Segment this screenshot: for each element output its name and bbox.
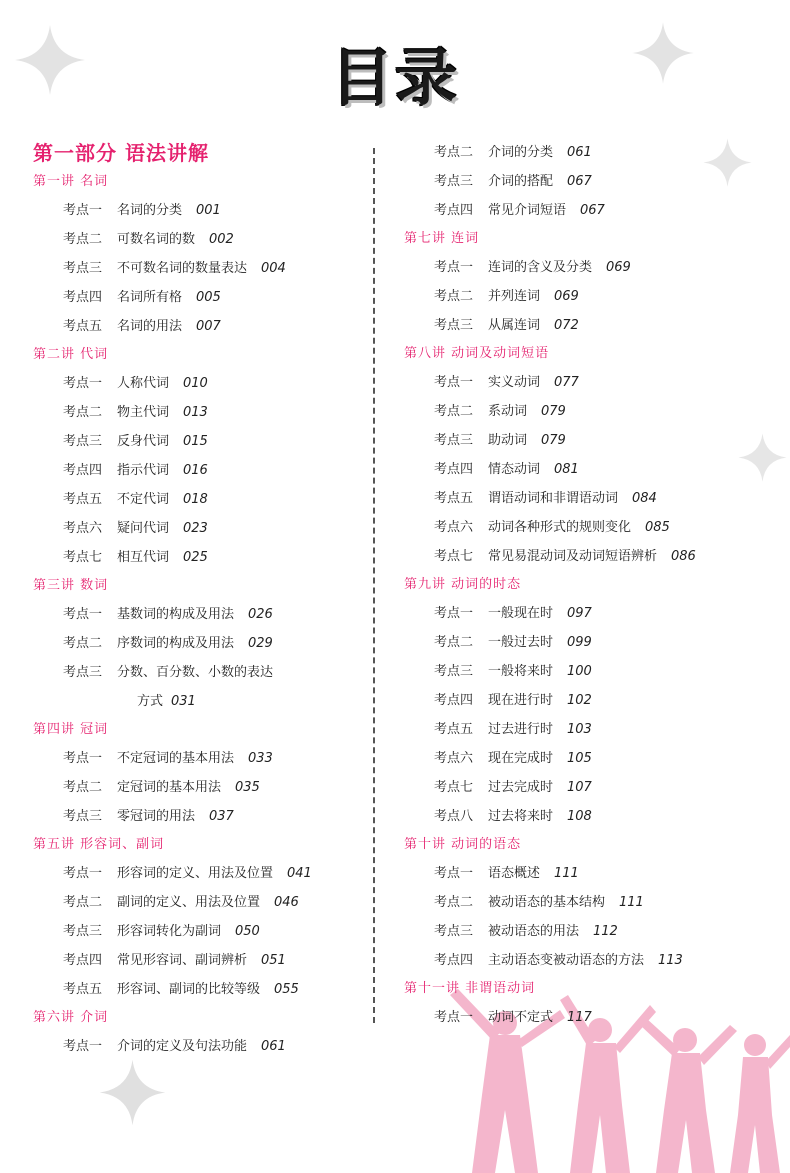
toc-entry-title: 指示代词 [117, 463, 170, 478]
toc-entry-title: 过去将来时 [488, 809, 554, 824]
toc-entry[interactable] [404, 282, 774, 311]
toc-entry-label: 考点三 [434, 433, 474, 448]
toc-entry[interactable] [404, 484, 774, 513]
toc-entry[interactable] [33, 196, 368, 225]
toc-entry-page-number: 029 [248, 636, 273, 651]
toc-entry-label: 考点七 [434, 780, 474, 795]
toc-entry-label: 考点二 [63, 636, 103, 651]
toc-entry[interactable] [404, 599, 774, 628]
toc-entry[interactable] [404, 455, 774, 484]
toc-entry-page-number: 097 [567, 606, 592, 621]
toc-entry[interactable] [404, 888, 774, 917]
toc-entry[interactable] [33, 1032, 368, 1061]
toc-entry-label: 考点二 [63, 780, 103, 795]
toc-entry[interactable] [404, 773, 774, 802]
toc-entry-page-number: 002 [209, 232, 234, 247]
toc-entry-page-number: 072 [554, 318, 579, 333]
toc-entry-label: 考点二 [434, 404, 474, 419]
toc-entry-label: 考点二 [434, 635, 474, 650]
toc-entry-page-number: 037 [209, 809, 234, 824]
toc-entry-title: 介词的定义及句法功能 [117, 1039, 248, 1054]
toc-entry[interactable] [33, 485, 368, 514]
toc-entry[interactable] [33, 514, 368, 543]
toc-entry-title: 过去完成时 [488, 780, 554, 795]
lecture-heading: 第七讲 连词 [404, 231, 480, 246]
column-divider [373, 148, 375, 1023]
toc-entry-page-number: 112 [593, 924, 618, 939]
sparkle-decoration-bottom-left [95, 1055, 170, 1130]
toc-entry-label: 考点五 [63, 319, 103, 334]
toc-entry[interactable] [33, 744, 368, 773]
toc-entry-label: 考点三 [63, 924, 103, 939]
toc-entry[interactable] [404, 859, 774, 888]
toc-entry-title: 并列连词 [488, 289, 541, 304]
toc-entry-label: 考点六 [63, 521, 103, 536]
page-title: 目录 [330, 41, 459, 114]
toc-entry-page-number: 041 [287, 866, 312, 881]
toc-entry-page-number: 079 [541, 404, 566, 419]
toc-left-column [33, 138, 368, 1061]
toc-entry-page-number: 107 [567, 780, 592, 795]
toc-entry[interactable] [33, 398, 368, 427]
toc-entry[interactable] [33, 427, 368, 456]
toc-entry-title: 语态概述 [488, 866, 541, 881]
toc-entry-page-number: 013 [183, 405, 208, 420]
toc-entry-title: 定冠词的基本用法 [117, 780, 222, 795]
toc-entry-title: 被动语态的基本结构 [488, 895, 606, 910]
toc-entry-page-number: 046 [274, 895, 299, 910]
toc-entry-page-number: 061 [567, 145, 592, 160]
toc-entry[interactable] [33, 629, 368, 658]
toc-entry-label: 考点三 [63, 809, 103, 824]
lecture-heading: 第九讲 动词的时态 [404, 577, 522, 592]
toc-entry-title: 介词的分类 [488, 145, 554, 160]
toc-entry-label: 考点三 [434, 318, 474, 333]
toc-entry-page-number: 007 [196, 319, 221, 334]
toc-entry[interactable] [404, 397, 774, 426]
toc-entry-page-number: 050 [235, 924, 260, 939]
toc-entry-page-number: 103 [567, 722, 592, 737]
toc-entry-title: 常见易混动词及动词短语辨析 [488, 549, 658, 564]
toc-entry[interactable] [33, 975, 368, 1004]
toc-entry-page-number: 033 [248, 751, 273, 766]
toc-entry-title: 不定代词 [117, 492, 170, 507]
toc-entry-title: 形容词转化为副词 [117, 924, 222, 939]
toc-entry-label: 考点七 [434, 549, 474, 564]
toc-entry-page-number: 113 [658, 953, 683, 968]
toc-entry[interactable] [404, 311, 774, 340]
toc-entry[interactable] [33, 225, 368, 254]
toc-entry-label: 考点二 [434, 289, 474, 304]
lecture-heading: 第二讲 代词 [33, 347, 109, 362]
toc-entry-label: 考点一 [434, 866, 474, 881]
toc-entry-label: 考点一 [434, 260, 474, 275]
toc-entry-title: 形容词、副词的比较等级 [117, 982, 261, 997]
toc-entry-page-number: 005 [196, 290, 221, 305]
toc-entry[interactable] [33, 946, 368, 975]
toc-entry[interactable] [404, 167, 774, 196]
toc-right-column [404, 138, 774, 1032]
toc-entry-title: 实义动词 [488, 375, 541, 390]
toc-entry-label: 考点一 [63, 1039, 103, 1054]
toc-entry-label: 考点一 [63, 607, 103, 622]
toc-entry-page-number: 067 [580, 203, 605, 218]
toc-entry-label: 考点三 [63, 665, 103, 680]
toc-entry-page-number: 026 [248, 607, 273, 622]
toc-entry-title: 形容词的定义、用法及位置 [117, 866, 274, 881]
toc-entry-title: 系动词 [488, 404, 528, 419]
toc-entry-page-number: 099 [567, 635, 592, 650]
toc-entry[interactable] [404, 802, 774, 831]
toc-entry-title: 从属连词 [488, 318, 541, 333]
toc-entry[interactable] [33, 859, 368, 888]
toc-entry[interactable] [404, 946, 774, 975]
toc-entry[interactable] [404, 686, 774, 715]
toc-entry-page-number: 086 [671, 549, 696, 564]
toc-entry-label: 考点二 [434, 895, 474, 910]
toc-entry-title: 动词各种形式的规则变化 [488, 520, 632, 535]
toc-entry-title: 可数名词的数 [117, 232, 196, 247]
toc-entry-label: 考点三 [63, 434, 103, 449]
toc-entry-page-number: 111 [619, 895, 644, 910]
toc-entry-page-number: 004 [261, 261, 286, 276]
toc-entry-title: 副词的定义、用法及位置 [117, 895, 261, 910]
toc-entry-page-number: 055 [274, 982, 299, 997]
toc-entry-page-number: 100 [567, 664, 592, 679]
toc-entry-page-number: 010 [183, 376, 208, 391]
lecture-heading: 第五讲 形容词、副词 [33, 837, 165, 852]
toc-entry-page-number: 031 [171, 694, 196, 709]
toc-entry-page-number: 035 [235, 780, 260, 795]
toc-entry[interactable] [33, 543, 368, 572]
toc-entry-title: 名词的分类 [117, 203, 183, 218]
toc-entry[interactable] [404, 138, 774, 167]
toc-entry[interactable] [404, 628, 774, 657]
toc-entry-label: 考点一 [63, 203, 103, 218]
toc-entry-page-number: 105 [567, 751, 592, 766]
toc-entry-label: 考点三 [63, 261, 103, 276]
toc-entry[interactable] [33, 802, 368, 831]
toc-entry-title: 现在进行时 [488, 693, 554, 708]
toc-entry-page-number: 111 [554, 866, 579, 881]
toc-entry-page-number: 102 [567, 693, 592, 708]
toc-entry-label: 考点五 [63, 982, 103, 997]
lecture-heading: 第三讲 数词 [33, 578, 109, 593]
toc-entry-title: 常见介词短语 [488, 203, 567, 218]
toc-entry[interactable] [33, 888, 368, 917]
lecture-heading: 第十一讲 非谓语动词 [404, 981, 536, 996]
toc-entry-title: 相互代词 [117, 550, 170, 565]
toc-entry-label: 考点五 [434, 722, 474, 737]
toc-entry-title: 疑问代词 [117, 521, 170, 536]
toc-entry-title: 人称代词 [117, 376, 170, 391]
toc-entry-page-number: 077 [554, 375, 579, 390]
toc-entry[interactable] [404, 513, 774, 542]
toc-entry-title: 方式 [137, 694, 164, 709]
toc-entry[interactable] [33, 254, 368, 283]
toc-entry-title: 不定冠词的基本用法 [117, 751, 235, 766]
toc-entry-page-number: 001 [196, 203, 221, 218]
toc-entry[interactable] [33, 369, 368, 398]
toc-entry-label: 考点四 [63, 463, 103, 478]
toc-entry-label: 考点三 [434, 174, 474, 189]
toc-entry-title: 被动语态的用法 [488, 924, 580, 939]
toc-entry[interactable] [33, 600, 368, 629]
toc-entry-label: 考点四 [63, 290, 103, 305]
toc-entry-label: 考点一 [434, 375, 474, 390]
toc-entry-page-number: 081 [554, 462, 579, 477]
toc-entry-title: 一般现在时 [488, 606, 554, 621]
toc-entry-page-number: 069 [554, 289, 579, 304]
toc-entry-label: 考点六 [434, 751, 474, 766]
toc-entry-label: 考点四 [63, 953, 103, 968]
toc-entry-title: 不可数名词的数量表达 [117, 261, 248, 276]
toc-entry-title: 主动语态变被动语态的方法 [488, 953, 645, 968]
toc-entry[interactable] [404, 1003, 774, 1032]
toc-entry[interactable] [404, 426, 774, 455]
toc-entry-title: 零冠词的用法 [117, 809, 196, 824]
toc-entry[interactable] [404, 253, 774, 282]
toc-entry[interactable] [404, 917, 774, 946]
toc-entry-title: 分数、百分数、小数的表达 [117, 665, 274, 680]
lecture-heading: 第八讲 动词及动词短语 [404, 346, 550, 361]
toc-entry-page-number: 025 [183, 550, 208, 565]
toc-entry-page-number: 069 [606, 260, 631, 275]
toc-entry-label: 考点四 [434, 462, 474, 477]
toc-entry-label: 考点六 [434, 520, 474, 535]
toc-entry[interactable] [404, 744, 774, 773]
toc-entry-page-number: 108 [567, 809, 592, 824]
toc-entry-label: 考点八 [434, 809, 474, 824]
toc-entry-label: 考点三 [434, 664, 474, 679]
toc-entry-page-number: 061 [261, 1039, 286, 1054]
toc-entry-title: 动词不定式 [488, 1010, 554, 1025]
toc-entry[interactable] [33, 456, 368, 485]
toc-entry-title: 过去进行时 [488, 722, 554, 737]
toc-entry-title: 谓语动词和非谓语动词 [488, 491, 619, 506]
toc-entry-label: 考点二 [63, 895, 103, 910]
toc-entry-title: 名词的用法 [117, 319, 183, 334]
toc-entry-page-number: 117 [567, 1010, 592, 1025]
toc-entry-label: 考点七 [63, 550, 103, 565]
toc-entry-page-number: 018 [183, 492, 208, 507]
toc-entry-continuation[interactable] [33, 687, 368, 716]
toc-entry-label: 考点一 [434, 606, 474, 621]
toc-entry-label: 考点五 [63, 492, 103, 507]
toc-entry[interactable] [404, 715, 774, 744]
toc-entry[interactable] [404, 368, 774, 397]
toc-entry-label: 考点一 [63, 751, 103, 766]
toc-entry-page-number: 051 [261, 953, 286, 968]
toc-entry-label: 考点四 [434, 953, 474, 968]
toc-entry[interactable] [404, 657, 774, 686]
toc-entry-label: 考点四 [434, 693, 474, 708]
toc-entry-page-number: 023 [183, 521, 208, 536]
lecture-heading: 第六讲 介词 [33, 1010, 109, 1025]
toc-entry[interactable] [33, 283, 368, 312]
toc-entry-title: 情态动词 [488, 462, 541, 477]
toc-entry-title: 介词的搭配 [488, 174, 554, 189]
toc-entry[interactable] [33, 312, 368, 341]
toc-entry-page-number: 084 [632, 491, 657, 506]
toc-entry-title: 一般将来时 [488, 664, 554, 679]
toc-entry-label: 考点三 [434, 924, 474, 939]
toc-entry[interactable] [404, 196, 774, 225]
lecture-heading: 第十讲 动词的语态 [404, 837, 522, 852]
toc-entry-title: 常见形容词、副词辨析 [117, 953, 248, 968]
toc-entry-page-number: 085 [645, 520, 670, 535]
toc-entry-title: 序数词的构成及用法 [117, 636, 235, 651]
part-heading: 第一部分 语法讲解 [33, 141, 209, 165]
toc-entry-page-number: 067 [567, 174, 592, 189]
toc-entry-label: 考点五 [434, 491, 474, 506]
toc-entry-page-number: 079 [541, 433, 566, 448]
toc-entry-label: 考点二 [63, 405, 103, 420]
lecture-heading: 第一讲 名词 [33, 174, 109, 189]
toc-entry-label: 考点四 [434, 203, 474, 218]
toc-entry-title: 助动词 [488, 433, 528, 448]
toc-entry-title: 物主代词 [117, 405, 170, 420]
toc-entry-title: 现在完成时 [488, 751, 554, 766]
toc-entry-label: 考点一 [434, 1010, 474, 1025]
toc-entry-page-number: 015 [183, 434, 208, 449]
toc-entry-label: 考点二 [434, 145, 474, 160]
toc-entry-title: 反身代词 [117, 434, 170, 449]
toc-entry-label: 考点一 [63, 376, 103, 391]
toc-entry-title: 名词所有格 [117, 290, 183, 305]
toc-entry-label: 考点二 [63, 232, 103, 247]
toc-entry[interactable] [404, 542, 774, 571]
toc-entry-label: 考点一 [63, 866, 103, 881]
toc-entry-title: 一般过去时 [488, 635, 554, 650]
toc-entry-title: 连词的含义及分类 [488, 260, 593, 275]
toc-entry-page-number: 016 [183, 463, 208, 478]
toc-entry[interactable] [33, 773, 368, 802]
toc-entry-title: 基数词的构成及用法 [117, 607, 235, 622]
lecture-heading: 第四讲 冠词 [33, 722, 109, 737]
toc-entry[interactable] [33, 917, 368, 946]
toc-entry[interactable] [33, 658, 368, 687]
